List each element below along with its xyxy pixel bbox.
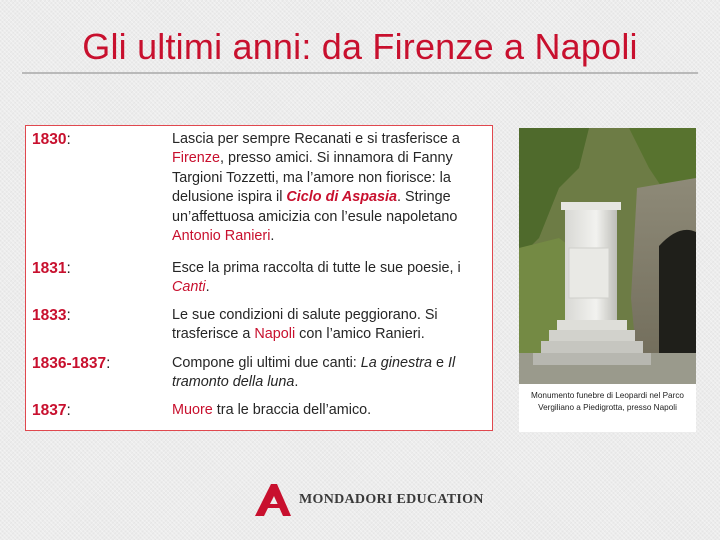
row-year: 1833: [32, 307, 71, 324]
monument-image [519, 128, 696, 384]
row-description [172, 130, 490, 246]
text-segment: tra le braccia dell’amico. [212, 402, 372, 418]
text-segment: Compone gli ultimi due canti: [172, 355, 361, 371]
title-divider [22, 72, 698, 74]
text-segment: con l’amico Ranieri. [295, 326, 425, 343]
text-segment: Esce la prima raccolta di tutte le sue poesie, i [172, 260, 461, 276]
text-segment: Antonio Ranieri [172, 228, 271, 245]
publisher-logo-text: MONDADORI EDUCATION [299, 492, 484, 507]
monument-photo [519, 128, 696, 384]
text-segment: Il tramonto della luna [172, 355, 456, 391]
text-segment: Canti [172, 279, 206, 296]
row-year: 1837: [32, 402, 71, 419]
text-segment: , presso amici. Si innamora di Fanny Targioni Tozzetti, ma l’amore non fiorisce: la delusione ispira il [172, 150, 453, 206]
text-segment: . [270, 228, 275, 245]
publisher-logo [251, 482, 484, 518]
row-year: 1831: [32, 260, 71, 277]
text-segment: Le sue condizioni di salute peggiorano. Si trasferisce a [172, 307, 438, 343]
text-segment: . [294, 374, 299, 391]
text-segment: Muore [172, 402, 213, 418]
row-year: 1836-1837: [32, 355, 111, 372]
row-description [172, 401, 490, 420]
text-segment: La ginestra [360, 355, 432, 371]
slide-title: Gli ultimi anni: da Firenze a Napoli [82, 26, 638, 67]
text-segment: Lascia per sempre Recanati e si trasferisce a [172, 131, 460, 147]
text-segment: Firenze [172, 150, 220, 167]
photo-caption: Monumento funebre di Leopardi nel Parco Vergiliano a Piedigrotta, presso Napoli [519, 384, 696, 432]
row-description [172, 354, 490, 393]
text-segment: Ciclo di Aspasia [286, 189, 398, 206]
mondadori-logo-icon [251, 482, 295, 518]
timeline-table [25, 125, 493, 431]
text-segment: . [205, 279, 210, 296]
row-year: 1830: [32, 131, 71, 148]
text-segment: Napoli [254, 326, 296, 343]
text-segment: . Stringe un’affettuosa amicizia con l’esule napoletano [172, 189, 458, 225]
row-description [172, 306, 490, 345]
text-segment: e [431, 355, 448, 371]
row-description [172, 259, 490, 298]
